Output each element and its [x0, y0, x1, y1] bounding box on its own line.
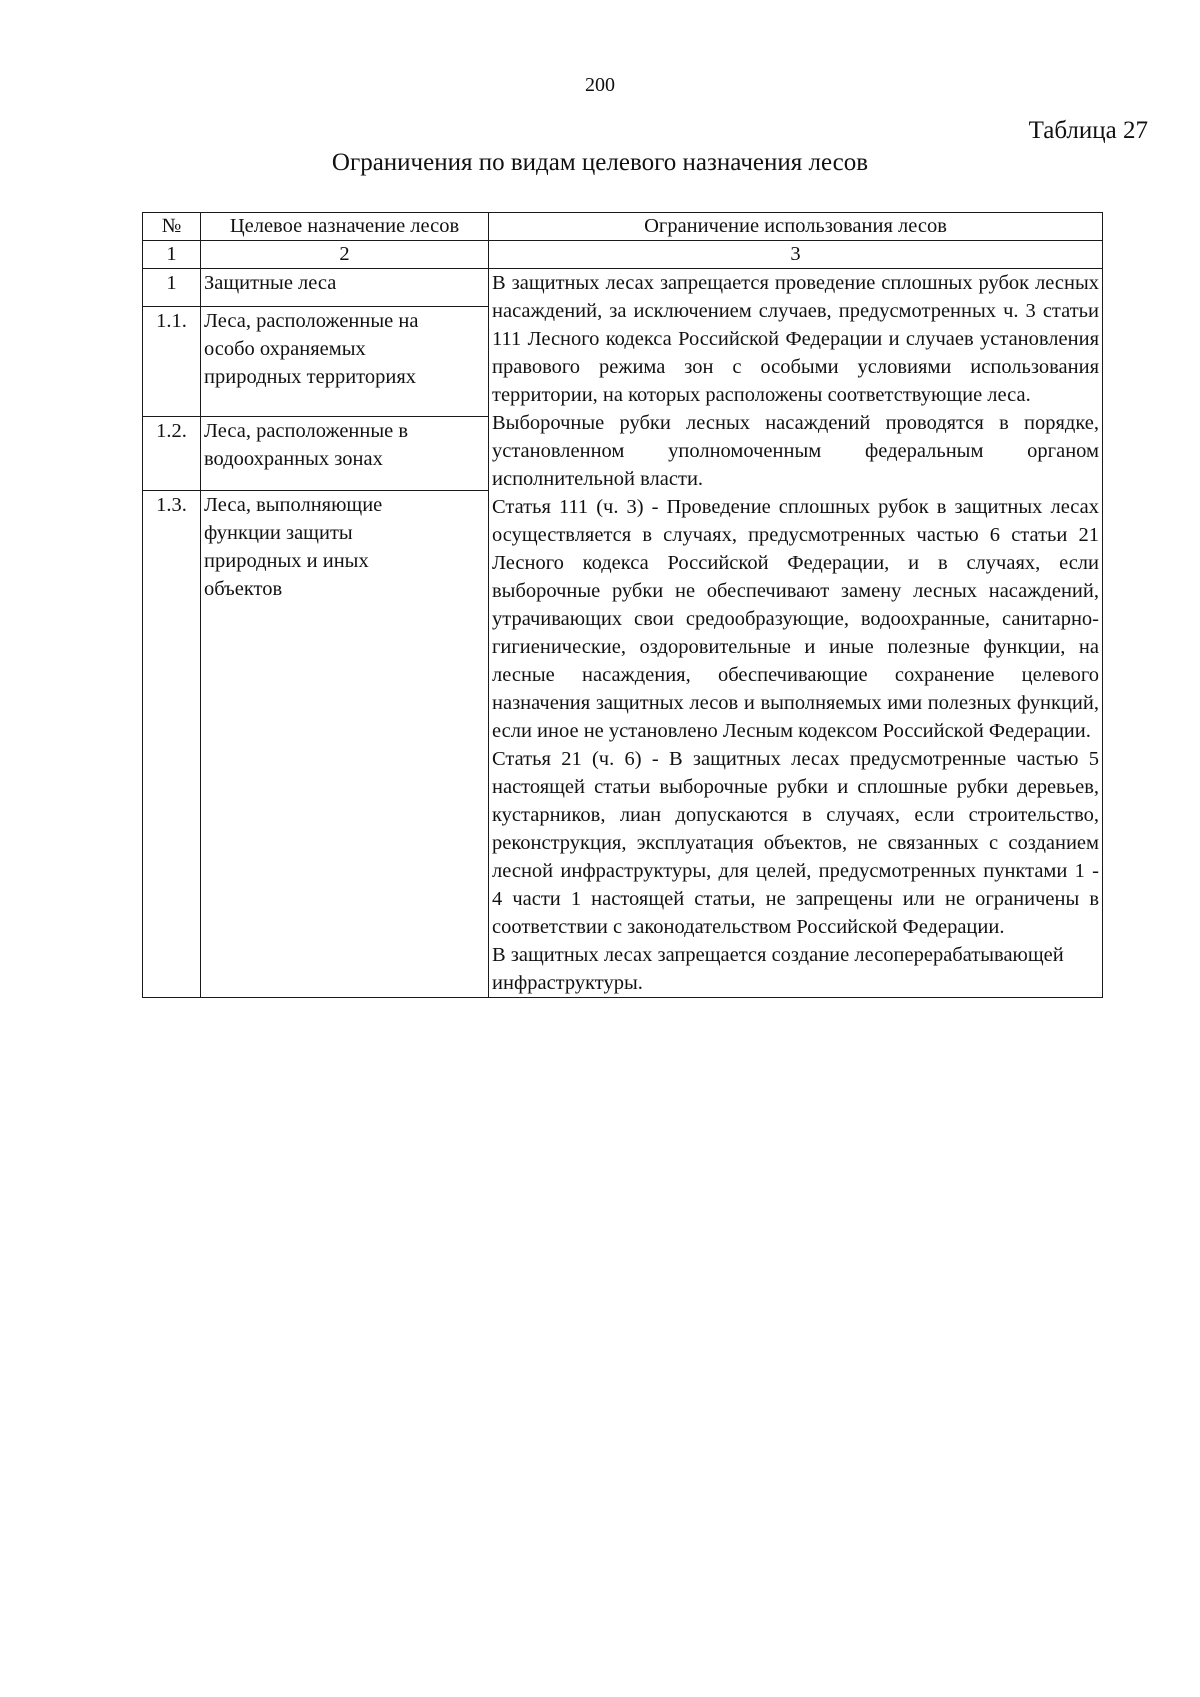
- column-number: 2: [201, 241, 489, 269]
- table-header-row: [143, 213, 1103, 241]
- restriction-cell: [489, 269, 1103, 998]
- purpose-line: водоохранных зонах: [204, 447, 383, 470]
- header-restriction: Ограничение использования лесов: [489, 213, 1103, 241]
- purpose-cell: [201, 491, 489, 998]
- restriction-paragraph: Статья 21 (ч. 6) - В защитных лесах предусмотренные частью 5 настоящей статьи выборочные рубки и сплошные рубки деревьев, кустарников, лиан допускаются в случаях, если строительство, реконструкция, эксплуатация объектов, не связанных с созданием лесной инфраструктуры, для целей, предусмотренных пунктами 1 - 4 части 1 настоящей статьи, не запрещены или не ограничены в соответствии с законодательством Российской Федерации.: [492, 748, 1099, 938]
- purpose-line: объектов: [204, 578, 283, 600]
- purpose-cell: Защитные леса: [201, 269, 489, 307]
- document-title: Ограничения по видам целевого назначения лесов: [331, 149, 869, 176]
- purpose-line: особо охраняемых: [204, 337, 366, 360]
- column-number: 1: [143, 241, 201, 269]
- table-label: Таблица 27: [1028, 117, 1148, 144]
- purpose-cell: [201, 306, 489, 416]
- purpose-line: природных территориях: [204, 365, 417, 388]
- row-number: 1.2.: [143, 416, 201, 490]
- restriction-paragraph: Статья 111 (ч. 3) - Проведение сплошных рубок в защитных лесах осуществляется в случаях, предусмотренных частью 6 статьи 21 Лесного кодекса Российской Федерации, и в случаях, если выборочные рубки не обеспечивают замену лесных насаждений, утрачивающих свои средообразующие, водоохранные, санитарно-гигиенические, оздоровительные и иные полезные функции, на лесные насаждения, обеспечивающие сохранение целевого назначения защитных лесов и выполняемых ими полезных функций, если иное не установлено Лесным кодексом Российской Федерации.: [492, 496, 1099, 742]
- purpose-line: функции защиты: [204, 522, 353, 544]
- purpose-cell: [201, 416, 489, 490]
- header-no: №: [143, 213, 201, 241]
- row-number: 1.1.: [143, 306, 201, 416]
- column-number: 3: [489, 241, 1103, 269]
- table-row: [143, 269, 1103, 307]
- restriction-paragraph: В защитных лесах запрещается создание лесоперерабатывающей инфраструктуры.: [492, 944, 1064, 994]
- restriction-paragraph: Выборочные рубки лесных насаждений проводятся в порядке, установленном уполномоченным федеральным органом исполнительной власти.: [492, 412, 1099, 490]
- purpose-line: природных и иных: [204, 550, 369, 572]
- header-purpose: Целевое назначение лесов: [201, 213, 489, 241]
- page-number: 200: [585, 74, 615, 96]
- row-number: 1.3.: [143, 491, 201, 998]
- purpose-line: Леса, расположенные в: [204, 419, 409, 442]
- purpose-line: Леса, расположенные на: [204, 309, 419, 332]
- restriction-paragraph: В защитных лесах запрещается проведение сплошных рубок лесных насаждений, за исключением случаев, предусмотренных ч. 3 статьи 111 Лесного кодекса Российской Федерации и случаев установления правового режима зон с особыми условиями использования территории, на которых расположены соответствующие леса.: [492, 272, 1099, 406]
- restrictions-table: [142, 212, 1103, 998]
- row-number: 1: [143, 269, 201, 307]
- purpose-line: Леса, выполняющие: [204, 494, 383, 516]
- column-number-row: [143, 241, 1103, 269]
